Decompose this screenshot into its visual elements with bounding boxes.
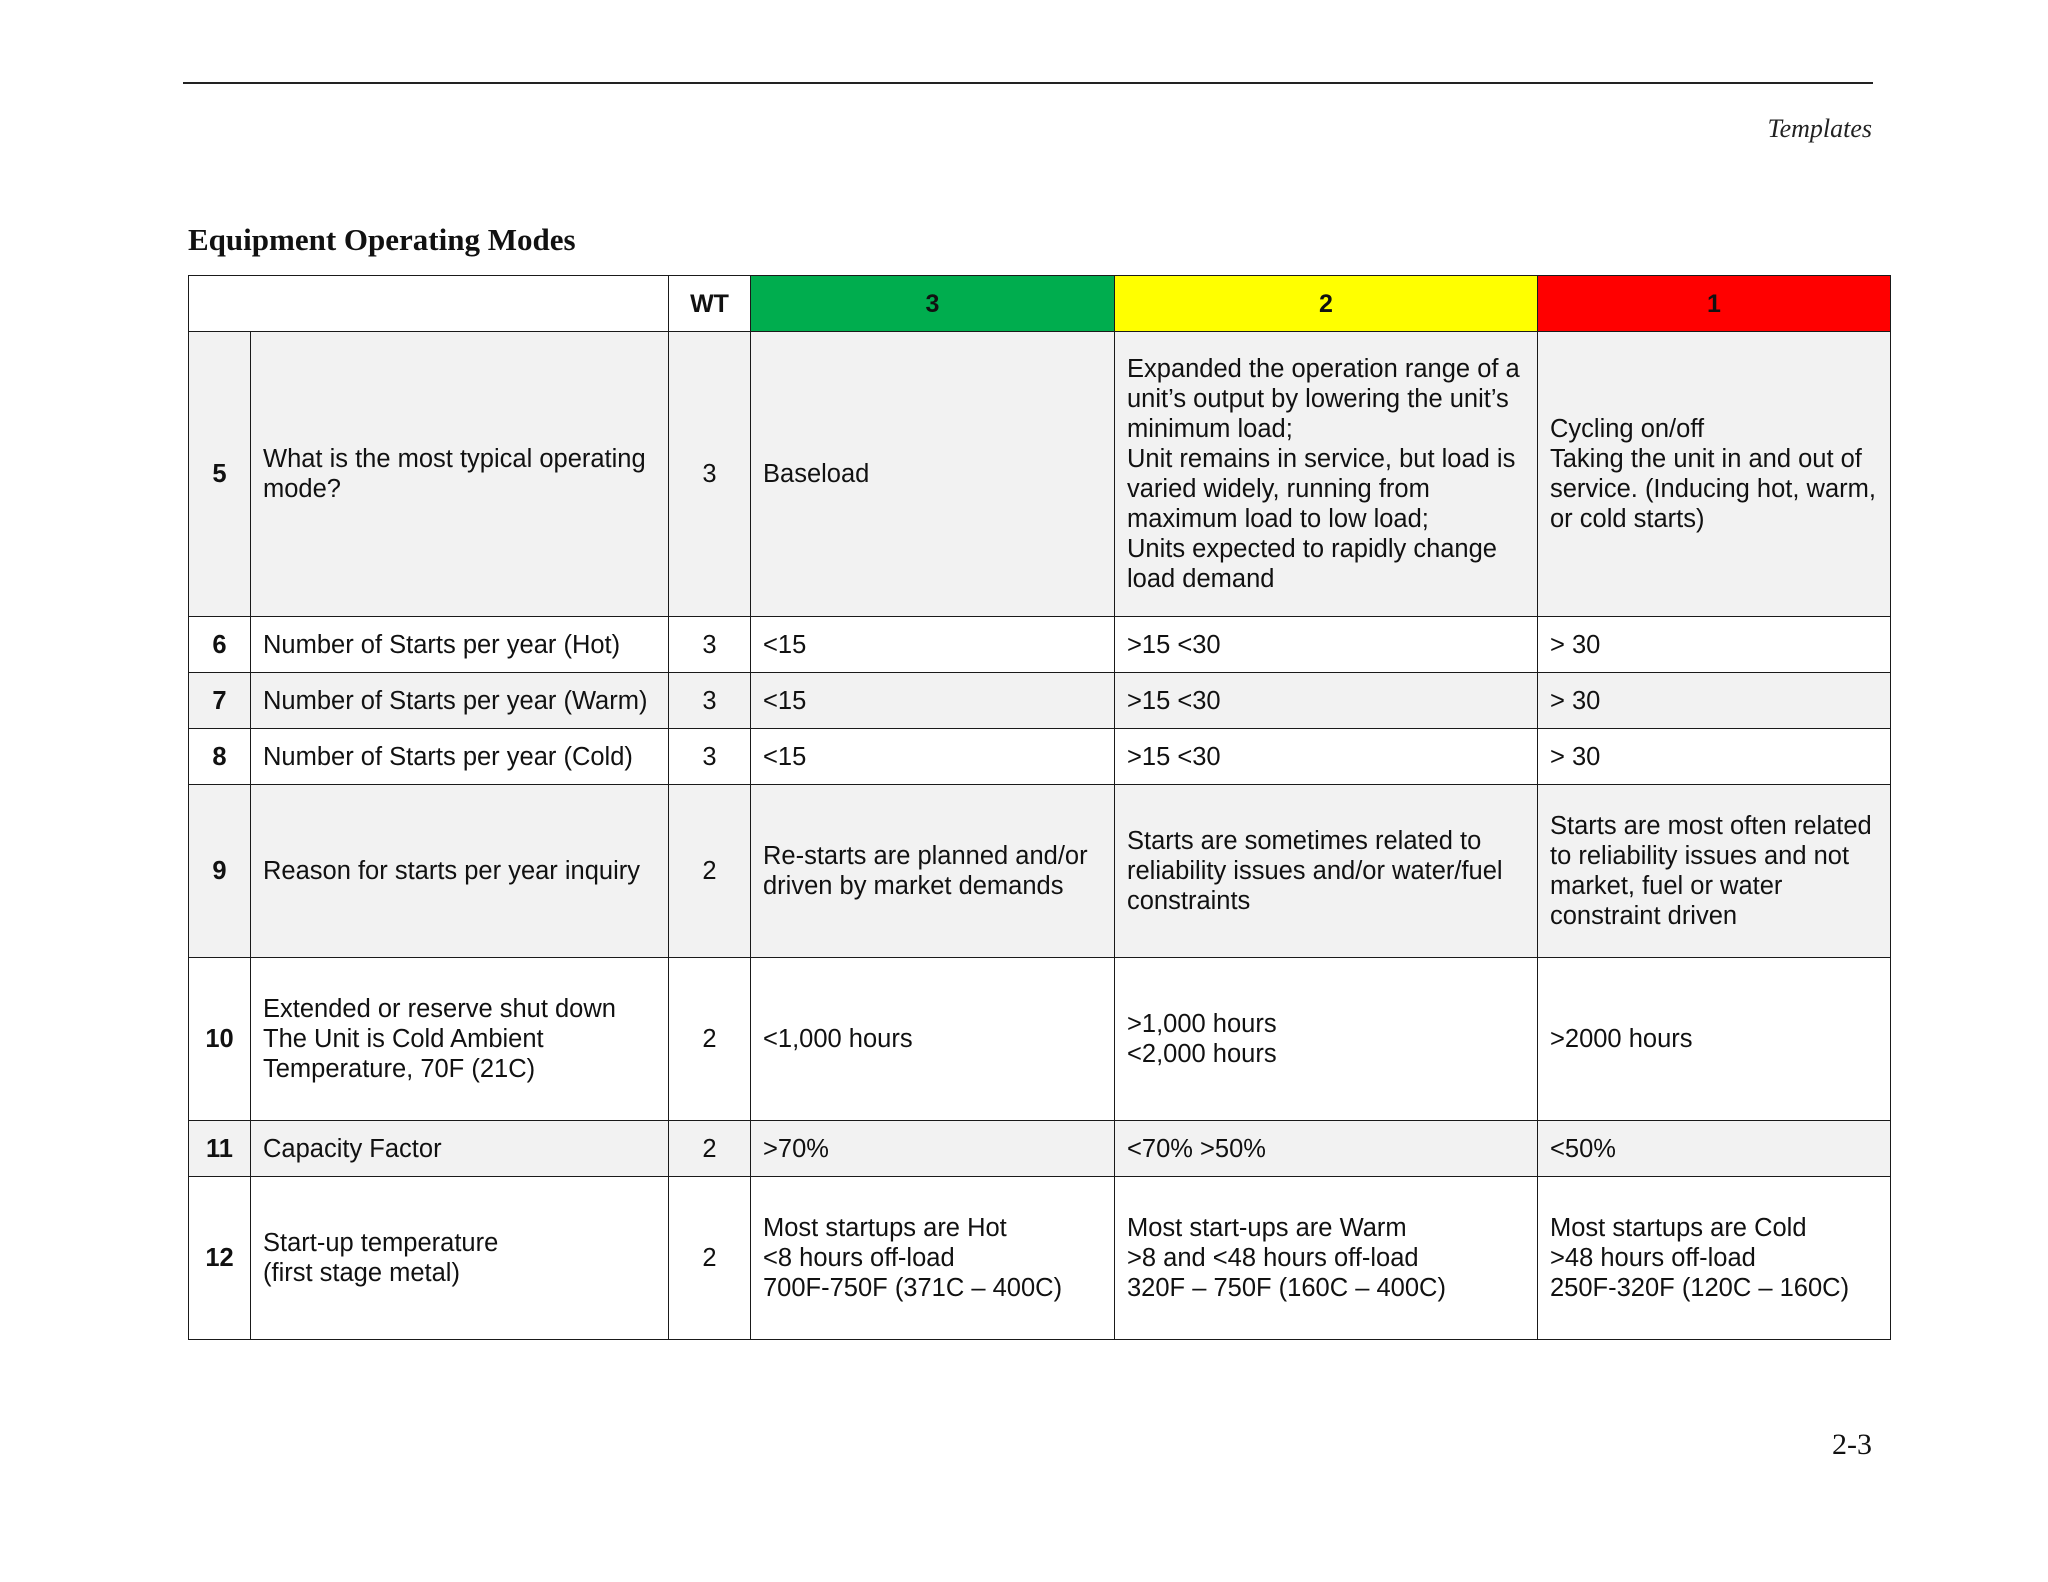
cell-text-line: > 30 [1550, 686, 1601, 715]
row-number-cell: 9 [189, 785, 251, 958]
table-row [189, 332, 1891, 617]
cell-text-line: Most startups are Cold [1550, 1214, 1807, 1242]
running-header: Templates [1767, 114, 1872, 143]
cell-text-line: <1,000 hours [763, 1025, 913, 1053]
score-3-cell [751, 673, 1115, 729]
cell-text-line: Starts are sometimes related to reliability issues and/or water/fuel constraints [1127, 827, 1503, 915]
cell-text-line: >48 hours off-load [1550, 1244, 1756, 1272]
score-1-cell [1538, 958, 1891, 1121]
cell-text-line: The Unit is Cold Ambient Temperature, 70F (21C) [263, 1025, 544, 1083]
score-2-cell [1115, 1177, 1538, 1340]
table-row [189, 785, 1891, 958]
score-3-cell [751, 1121, 1115, 1177]
cell-text-line: Extended or reserve shut down [263, 995, 616, 1023]
header-wt-cell: WT [669, 276, 751, 332]
score-1-cell [1538, 729, 1891, 785]
cell-text-line: <15 [763, 686, 807, 715]
score-1-cell [1538, 617, 1891, 673]
cell-text-line: Number of Starts per year (Hot) [263, 630, 621, 659]
score-1-cell [1538, 1177, 1891, 1340]
score-2-cell [1115, 1121, 1538, 1177]
score-1-cell [1538, 332, 1891, 617]
header-score-2-cell: 2 [1115, 276, 1538, 332]
row-number-cell: 12 [189, 1177, 251, 1340]
cell-text-line: Reason for starts per year inquiry [263, 857, 640, 885]
cell-text-line: 250F-320F (120C – 160C) [1550, 1274, 1850, 1302]
cell-text-line: Starts are most often related to reliability issues and not market, fuel or water constraint driven [1550, 812, 1872, 930]
cell-text-line: <15 [763, 630, 807, 659]
cell-text-line: >15 <30 [1127, 686, 1221, 715]
row-number-cell: 11 [189, 1121, 251, 1177]
weight-cell: 3 [669, 617, 751, 673]
row-number-cell: 6 [189, 617, 251, 673]
score-2-cell [1115, 332, 1538, 617]
weight-cell: 2 [669, 958, 751, 1121]
question-cell [251, 1177, 669, 1340]
cell-text-line: (first stage metal) [263, 1259, 460, 1287]
section-title: Equipment Operating Modes [188, 222, 576, 257]
cell-text-line: Capacity Factor [263, 1134, 442, 1163]
weight-cell: 3 [669, 729, 751, 785]
cell-text-line: >1,000 hours [1127, 1010, 1277, 1038]
question-cell [251, 729, 669, 785]
weight-cell: 2 [669, 785, 751, 958]
table-header-row [189, 276, 1891, 332]
question-cell [251, 617, 669, 673]
score-2-cell [1115, 673, 1538, 729]
table-row [189, 1121, 1891, 1177]
row-number-cell: 7 [189, 673, 251, 729]
row-number-cell: 5 [189, 332, 251, 617]
row-number-cell: 8 [189, 729, 251, 785]
row-number-cell: 10 [189, 958, 251, 1121]
cell-text-line: > 30 [1550, 630, 1601, 659]
cell-text-line: Baseload [763, 460, 870, 488]
score-1-cell [1538, 673, 1891, 729]
cell-text-line: >15 <30 [1127, 630, 1221, 659]
header-score-3-cell: 3 [751, 276, 1115, 332]
header-rule [183, 82, 1873, 84]
cell-text-line: >2000 hours [1550, 1025, 1693, 1053]
cell-text-line: Units expected to rapidly change load demand [1127, 535, 1497, 593]
operating-modes-table [188, 275, 1891, 1340]
score-1-cell [1538, 785, 1891, 958]
cell-text-line: Most start-ups are Warm [1127, 1214, 1407, 1242]
table-row [189, 1177, 1891, 1340]
weight-cell: 2 [669, 1177, 751, 1340]
cell-text-line: Re-starts are planned and/or driven by market demands [763, 842, 1088, 900]
cell-text-line: Cycling on/off [1550, 415, 1705, 443]
cell-text-line: Start-up temperature [263, 1229, 499, 1257]
cell-text-line: >8 and <48 hours off-load [1127, 1244, 1419, 1272]
score-1-cell [1538, 1121, 1891, 1177]
cell-text-line: Number of Starts per year (Cold) [263, 742, 633, 771]
cell-text-line: <8 hours off-load [763, 1244, 955, 1272]
cell-text-line: Most startups are Hot [763, 1214, 1007, 1242]
cell-text-line: What is the most typical operating mode? [263, 445, 646, 503]
cell-text-line: Expanded the operation range of a unit’s output by lowering the unit’s minimum load; [1127, 355, 1520, 443]
cell-text-line: >70% [763, 1134, 829, 1163]
cell-text-line: >15 <30 [1127, 742, 1221, 771]
table-row [189, 958, 1891, 1121]
score-3-cell [751, 617, 1115, 673]
score-3-cell [751, 729, 1115, 785]
score-2-cell [1115, 729, 1538, 785]
score-3-cell [751, 332, 1115, 617]
cell-text-line: <50% [1550, 1134, 1616, 1163]
score-2-cell [1115, 785, 1538, 958]
weight-cell: 2 [669, 1121, 751, 1177]
question-cell [251, 958, 669, 1121]
cell-text-line: <2,000 hours [1127, 1040, 1277, 1068]
cell-text-line: > 30 [1550, 742, 1601, 771]
weight-cell: 3 [669, 673, 751, 729]
cell-text-line: 320F – 750F (160C – 400C) [1127, 1274, 1446, 1302]
weight-cell: 3 [669, 332, 751, 617]
cell-text-line: <15 [763, 742, 807, 771]
table-row [189, 673, 1891, 729]
question-cell [251, 1121, 669, 1177]
cell-text-line: <70% >50% [1127, 1134, 1266, 1163]
question-cell [251, 673, 669, 729]
cell-text-line: Number of Starts per year (Warm) [263, 686, 648, 715]
score-3-cell [751, 958, 1115, 1121]
score-3-cell [751, 1177, 1115, 1340]
cell-text-line: Unit remains in service, but load is varied widely, running from maximum load to low load; [1127, 445, 1516, 533]
score-3-cell [751, 785, 1115, 958]
header-score-1-cell: 1 [1538, 276, 1891, 332]
score-2-cell [1115, 958, 1538, 1121]
score-2-cell [1115, 617, 1538, 673]
question-cell [251, 332, 669, 617]
cell-text-line: Taking the unit in and out of service. (Inducing hot, warm, or cold starts) [1550, 445, 1876, 533]
page-number: 2-3 [1832, 1428, 1872, 1461]
question-cell [251, 785, 669, 958]
header-blank-cell [189, 276, 669, 332]
cell-text-line: 700F-750F (371C – 400C) [763, 1274, 1063, 1302]
table-row [189, 729, 1891, 785]
table-row [189, 617, 1891, 673]
